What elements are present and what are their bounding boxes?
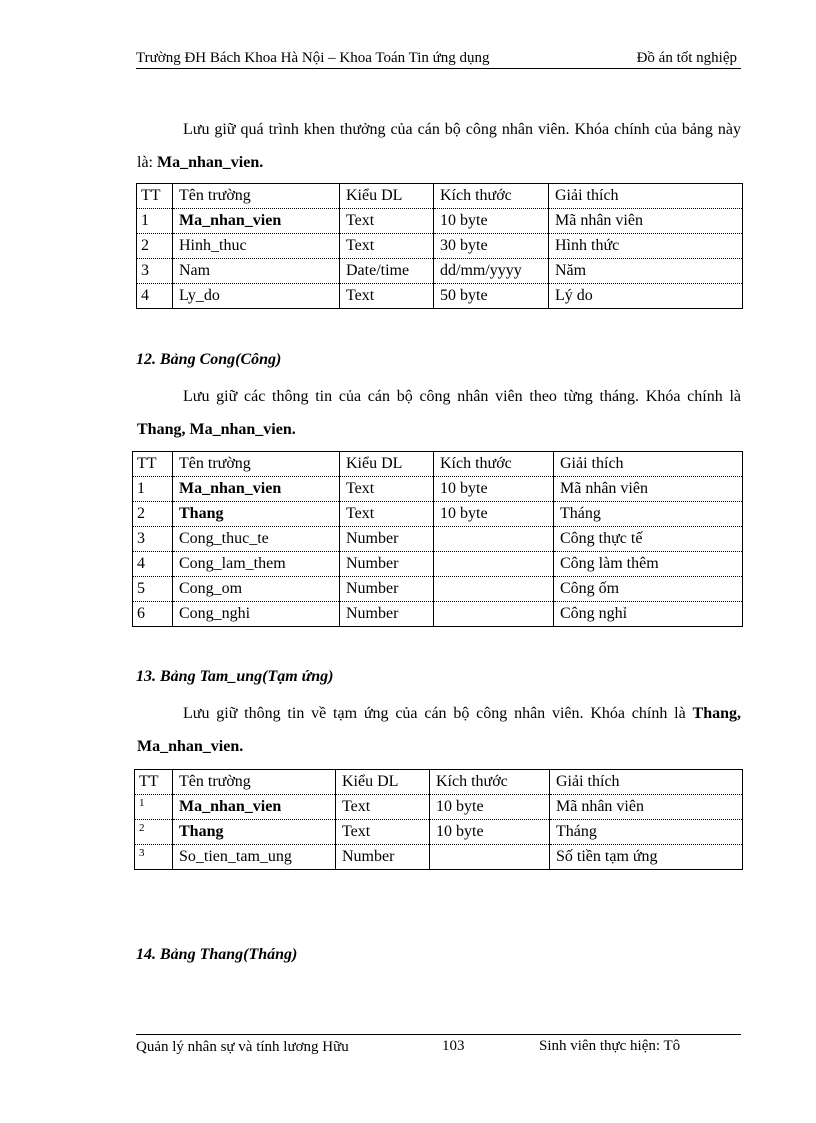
footer-author: Sinh viên thực hiện: Tô — [539, 1038, 681, 1054]
page-number: 103 — [442, 1038, 465, 1054]
cell-size — [434, 552, 554, 577]
cell-field: Hinh_thuc — [173, 234, 340, 259]
cell-tt: 1 — [133, 477, 173, 502]
cell-size: 10 byte — [430, 820, 550, 845]
cell-field: Cong_lam_them — [173, 552, 340, 577]
header-cell: TT — [137, 184, 173, 209]
header-cell: Tên trường — [173, 184, 340, 209]
section11-key: Ma_nhan_vien. — [157, 154, 264, 171]
cell-tt: 1 — [137, 209, 173, 234]
section13-heading: 13. Bảng Tam_ung(Tạm ứng) — [136, 668, 334, 685]
cell-size: 10 byte — [434, 502, 554, 527]
page-header — [136, 48, 741, 69]
cell-field: Cong_nghi — [173, 602, 340, 627]
table-row — [137, 259, 743, 284]
cell-type: Number — [340, 552, 434, 577]
cell-desc: Mã nhân viên — [554, 477, 743, 502]
table-cong — [132, 451, 743, 627]
header-cell: Kích thước — [430, 770, 550, 795]
cell-desc: Mã nhân viên — [550, 795, 743, 820]
cell-size: 30 byte — [434, 234, 549, 259]
table-row — [133, 552, 743, 577]
cell-size — [430, 845, 550, 870]
cell-field: Thang — [173, 502, 340, 527]
table-header-row — [133, 452, 743, 477]
cell-size: 50 byte — [434, 284, 549, 309]
cell-desc: Công ốm — [554, 577, 743, 602]
cell-field: Cong_om — [173, 577, 340, 602]
header-school: Trường ĐH Bách Khoa Hà Nội – Khoa Toán Tin ứng dụng — [136, 50, 490, 66]
cell-tt: 3 — [135, 845, 173, 870]
table-row — [133, 577, 743, 602]
cell-type: Date/time — [340, 259, 434, 284]
table-khen-thuong — [136, 183, 743, 309]
table-row — [133, 502, 743, 527]
header-doc-type: Đồ án tốt nghiệp — [636, 50, 737, 66]
cell-field: Ma_nhan_vien — [173, 795, 336, 820]
cell-tt: 3 — [137, 259, 173, 284]
header-cell: Kiểu DL — [340, 452, 434, 477]
header-cell: Kiểu DL — [340, 184, 434, 209]
table-row — [137, 284, 743, 309]
header-cell: Kiểu DL — [336, 770, 430, 795]
cell-type: Number — [340, 577, 434, 602]
section11-text: Lưu giữ quá trình khen thưởng của cán bộ công nhân viên. Khóa chính của bảng này là: — [137, 121, 741, 171]
cell-desc: Công nghỉ — [554, 602, 743, 627]
cell-tt: 4 — [137, 284, 173, 309]
cell-type: Text — [336, 795, 430, 820]
cell-type: Text — [340, 284, 434, 309]
cell-field: Nam — [173, 259, 340, 284]
table-row — [135, 845, 743, 870]
cell-desc: Số tiền tạm ứng — [550, 845, 743, 870]
cell-desc: Tháng — [550, 820, 743, 845]
cell-desc: Công làm thêm — [554, 552, 743, 577]
table-row — [135, 795, 743, 820]
cell-tt: 2 — [133, 502, 173, 527]
cell-size: 10 byte — [434, 209, 549, 234]
cell-type: Number — [340, 602, 434, 627]
table-tam-ung — [134, 769, 743, 870]
cell-desc: Năm — [549, 259, 743, 284]
cell-tt: 1 — [135, 795, 173, 820]
cell-size: 10 byte — [434, 477, 554, 502]
header-cell: TT — [133, 452, 173, 477]
section12-text: Lưu giữ các thông tin của cán bộ công nhân viên theo từng tháng. Khóa chính là — [183, 388, 741, 405]
cell-desc: Công thực tế — [554, 527, 743, 552]
cell-size: 10 byte — [430, 795, 550, 820]
header-cell: Kích thước — [434, 184, 549, 209]
cell-type: Number — [340, 527, 434, 552]
cell-tt: 3 — [133, 527, 173, 552]
section12-paragraph — [137, 380, 741, 446]
table-row — [137, 234, 743, 259]
cell-size — [434, 577, 554, 602]
header-cell: Kích thước — [434, 452, 554, 477]
cell-desc: Mã nhân viên — [549, 209, 743, 234]
section13-text: Lưu giữ thông tin về tạm ứng của cán bộ công nhân viên. Khóa chính là — [183, 705, 693, 722]
header-cell: Tên trường — [173, 452, 340, 477]
cell-type: Text — [340, 234, 434, 259]
cell-type: Number — [336, 845, 430, 870]
table-row — [133, 527, 743, 552]
cell-field: Ma_nhan_vien — [173, 209, 340, 234]
section12-key: Thang, Ma_nhan_vien. — [137, 421, 296, 438]
cell-type: Text — [340, 502, 434, 527]
cell-field: Ma_nhan_vien — [173, 477, 340, 502]
cell-type: Text — [336, 820, 430, 845]
section13-key: Thang, Ma_nhan_vien. — [137, 705, 741, 755]
table-row — [133, 477, 743, 502]
table-row — [137, 209, 743, 234]
cell-type: Text — [340, 477, 434, 502]
cell-size: dd/mm/yyyy — [434, 259, 549, 284]
cell-size — [434, 527, 554, 552]
cell-field: Cong_thuc_te — [173, 527, 340, 552]
header-cell: Giải thích — [550, 770, 743, 795]
section13-paragraph — [137, 697, 741, 763]
cell-tt: 6 — [133, 602, 173, 627]
table-row — [135, 820, 743, 845]
page-footer — [136, 1034, 741, 1085]
header-cell: Giải thích — [554, 452, 743, 477]
section14-heading: 14. Bảng Thang(Tháng) — [136, 946, 298, 963]
cell-desc: Tháng — [554, 502, 743, 527]
cell-tt: 2 — [135, 820, 173, 845]
cell-tt: 4 — [133, 552, 173, 577]
section12-heading: 12. Bảng Cong(Công) — [136, 351, 282, 368]
footer-title: Quản lý nhân sự và tính lương Hữu — [136, 1039, 349, 1055]
section11-paragraph — [137, 113, 741, 179]
cell-tt: 5 — [133, 577, 173, 602]
table-header-row — [137, 184, 743, 209]
cell-tt: 2 — [137, 234, 173, 259]
cell-field: Ly_do — [173, 284, 340, 309]
cell-field: Thang — [173, 820, 336, 845]
cell-field: So_tien_tam_ung — [173, 845, 336, 870]
table-row — [133, 602, 743, 627]
table-header-row — [135, 770, 743, 795]
header-cell: TT — [135, 770, 173, 795]
header-cell: Tên trường — [173, 770, 336, 795]
header-cell: Giải thích — [549, 184, 743, 209]
cell-type: Text — [340, 209, 434, 234]
cell-size — [434, 602, 554, 627]
cell-desc: Lý do — [549, 284, 743, 309]
cell-desc: Hình thức — [549, 234, 743, 259]
